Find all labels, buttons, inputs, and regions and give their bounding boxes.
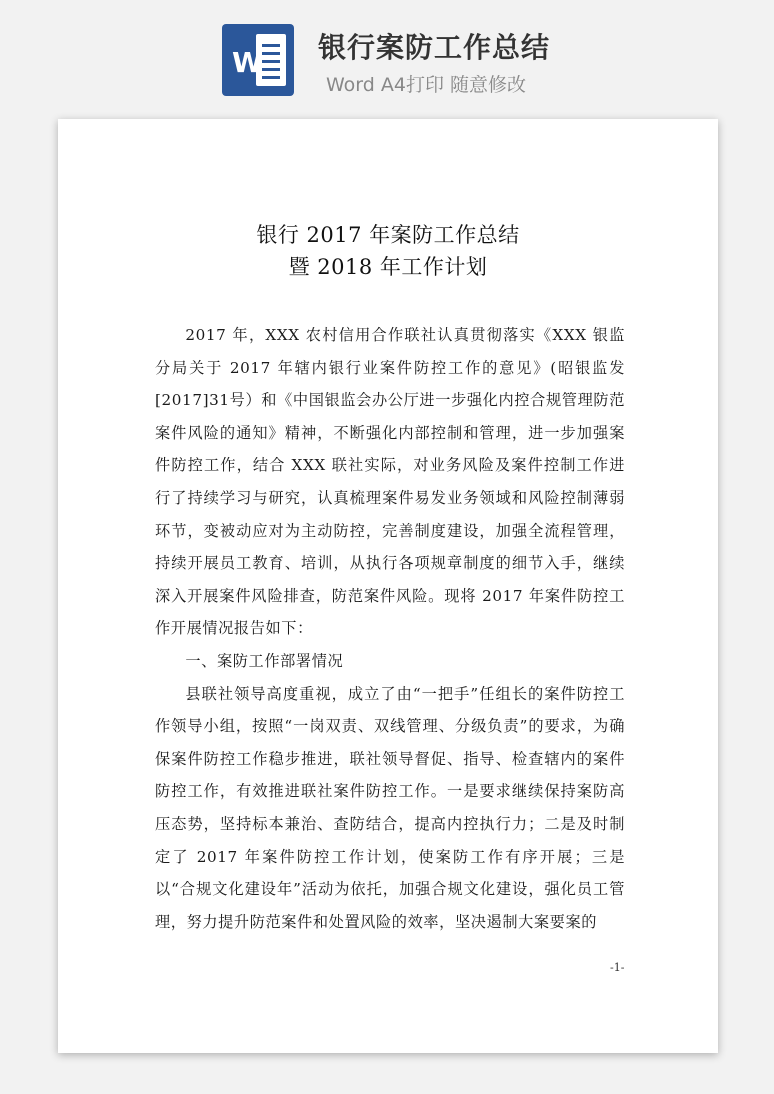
word-icon-letter: W (232, 46, 263, 79)
word-icon (222, 24, 294, 96)
page-number: -1- (610, 961, 625, 974)
document-page (58, 119, 718, 1053)
document-body (155, 319, 625, 938)
header-title: 银行案防工作总结 (318, 31, 551, 64)
document-title-line-1: 银行 2017 年案防工作总结 (256, 223, 520, 247)
section-heading: 一、案防工作部署情况 (185, 651, 344, 670)
header-subtitle: Word A4打印 随意修改 (326, 74, 527, 96)
header-banner (0, 0, 774, 110)
paragraph-intro: 2017 年，XXX 农村信用合作联社认真贯彻落实《XXX 银监分局关于 2017 年辖内银行业案件防控工作的意见》(昭银监发[2017]31号）和《中国银监会办公厅进一步强化内控合规管理防范案件风险的通知》精神，不断强化内部控制和管理，进一步加强案件防控工作，结合 XXX 联社实际，对业务风险及案件控制工作进行了持续学习与研究，认真梳理案件易发业务领域和风险控制薄弱环节，变被动应对为主动防控，完善制度建设，加强全流程管理，持续开展员工教育、培训，从执行各项规章制度的细节入手，继续深入开展案件风险排查，防范案件风险。现将 2017 年案件防控工作开展情况报告如下： (155, 326, 625, 638)
paragraph-section-1: 县联社领导高度重视，成立了由“一把手”任组长的案件防控工作领导小组，按照“一岗双责、双线管理、分级负责”的要求，为确保案件防控工作稳步推进，联社领导督促、指导、检查辖内的案件防控工作，有效推进联社案件防控工作。一是要求继续保持案防高压态势，坚持标本兼治、查防结合，提高内控执行力；二是及时制定了 2017 年案件防控工作计划，使案防工作有序开展；三是以“合规文化建设年”活动为依托，加强合规文化建设，强化员工管理，努力提升防范案件和处置风险的效率，坚决遏制大案要案的 (155, 684, 625, 931)
document-title-line-2: 暨 2018 年工作计划 (288, 255, 488, 279)
